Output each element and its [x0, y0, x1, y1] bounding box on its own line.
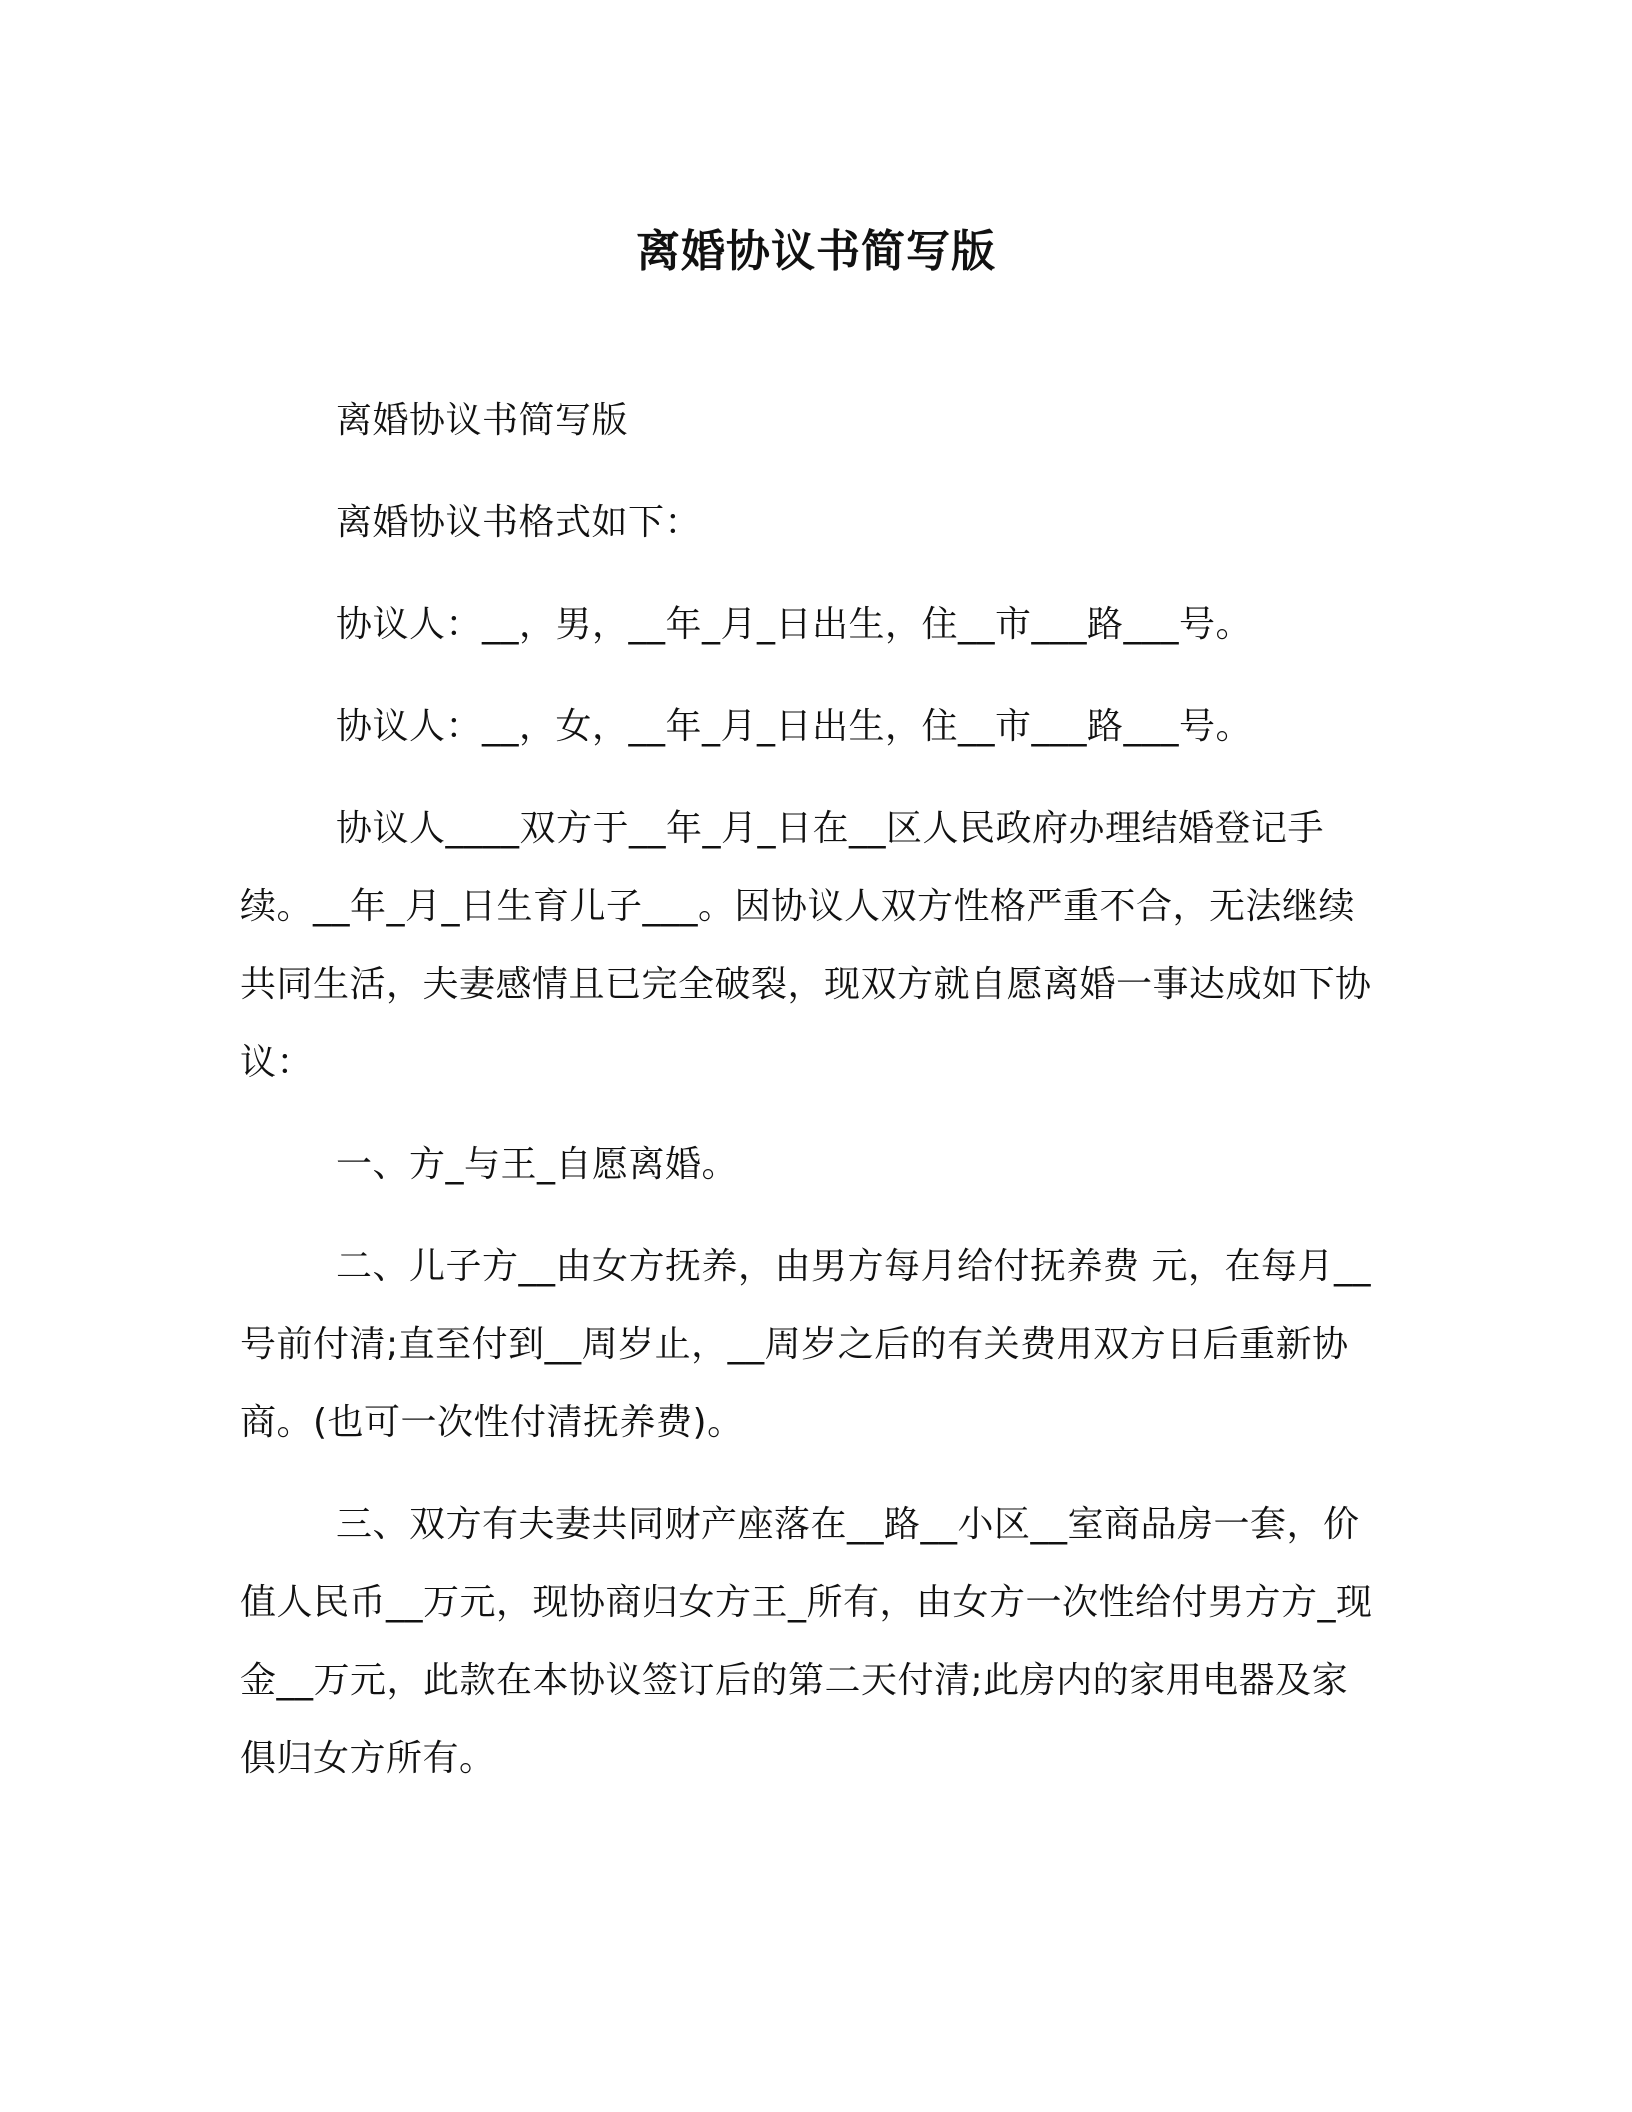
preamble-paragraph: 协议人____双方于__年_月_日在__区人民政府办理结婚登记手续。__年_月_日生育儿子___。因协议人双方性格严重不合，无法继续共同生活，夫妻感情且已完全破裂，现双方就自愿离婚一事达成如下协议：	[240, 808, 1372, 1083]
clause-2-paragraph: 二、儿子方__由女方抚养，由男方每月给付抚养费 元，在每月__号前付清;直至付到__周岁止，__周岁之后的有关费用双方日后重新协商。(也可一次性付清抚养费)。	[240, 1246, 1371, 1443]
party-male-paragraph: 协议人：__，男，__年_月_日出生，住__市___路___号。	[336, 604, 1253, 645]
clause-3-paragraph: 三、双方有夫妻共同财产座落在__路__小区__室商品房一套，价值人民币__万元，现协商归女方王_所有，由女方一次性给付男方方_现金__万元，此款在本协议签订后的第二天付清;此房内的家用电器及家俱归女方所有。	[240, 1504, 1373, 1779]
document-title: 离婚协议书简写版	[636, 226, 996, 277]
subtitle-paragraph: 离婚协议书简写版	[336, 400, 629, 441]
intro-paragraph: 离婚协议书格式如下：	[336, 502, 702, 543]
party-female-paragraph: 协议人：__，女，__年_月_日出生，住__市___路___号。	[336, 706, 1253, 747]
clause-1-paragraph: 一、方_与王_自愿离婚。	[336, 1144, 739, 1185]
